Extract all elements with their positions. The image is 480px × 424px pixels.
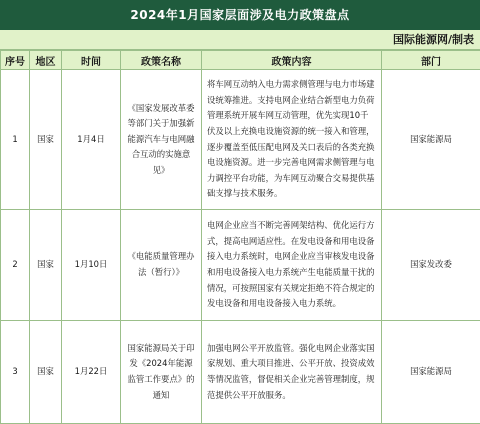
table-row bbox=[1, 321, 480, 424]
cell-policy-name: 《国家发展改革委等部门关于加强新能源汽车与电网融合互动的实施意见》 bbox=[121, 70, 202, 210]
cell-policy-content: 将车网互动纳入电力需求侧管理与电力市场建设统筹推进。支持电网企业结合新型电力负荷管理系统开展车网互动管理，优先实现10千伏及以上充换电设施资源的统一接入和管理，逐步覆盖至低压配电网及关口表后的各类充换电设施资源。进一步完善电网需求侧管理与电力调控平台功能，为车网互动聚合交易提供基础支撑与技术服务。 bbox=[202, 70, 382, 210]
source-credit: 国际能源网/制表 bbox=[0, 30, 480, 50]
cell-date: 1月22日 bbox=[62, 321, 121, 424]
header-date: 时间 bbox=[62, 51, 121, 70]
cell-policy-content: 电网企业应当不断完善网架结构、优化运行方式，提高电网适应性。在发电设备和用电设备接入电力系统时，电网企业应当审核发电设备和用电设备接入电力系统产生电能质量干扰的情况，可按照国家有关规定拒绝不符合规定的发电设备和用电设备接入电力系统。 bbox=[202, 210, 382, 321]
header-index: 序号 bbox=[1, 51, 30, 70]
cell-department: 国家能源局 bbox=[382, 321, 480, 424]
cell-region: 国家 bbox=[30, 210, 62, 321]
cell-index: 1 bbox=[1, 70, 30, 210]
cell-department: 国家发改委 bbox=[382, 210, 480, 321]
cell-policy-name: 《电能质量管理办法（暂行）》 bbox=[121, 210, 202, 321]
cell-date: 1月10日 bbox=[62, 210, 121, 321]
header-policy-name: 政策名称 bbox=[121, 51, 202, 70]
cell-region: 国家 bbox=[30, 321, 62, 424]
cell-policy-name: 国家能源局关于印发《2024年能源监管工作要点》的通知 bbox=[121, 321, 202, 424]
header-region: 地区 bbox=[30, 51, 62, 70]
header-department: 部门 bbox=[382, 51, 480, 70]
policy-table bbox=[0, 50, 480, 424]
table-row bbox=[1, 210, 480, 321]
page-title: 2024年1月国家层面涉及电力政策盘点 bbox=[0, 0, 480, 30]
cell-department: 国家能源局 bbox=[382, 70, 480, 210]
cell-policy-content: 加强电网公平开放监管。强化电网企业落实国家规划、重大项目推进、公平开放、投资成效等情况监管，督促相关企业完善管理制度，规范提供公平开放服务。 bbox=[202, 321, 382, 424]
cell-region: 国家 bbox=[30, 70, 62, 210]
cell-date: 1月4日 bbox=[62, 70, 121, 210]
table-header-row bbox=[1, 51, 480, 70]
header-policy-content: 政策内容 bbox=[202, 51, 382, 70]
cell-index: 2 bbox=[1, 210, 30, 321]
cell-index: 3 bbox=[1, 321, 30, 424]
table-row bbox=[1, 70, 480, 210]
